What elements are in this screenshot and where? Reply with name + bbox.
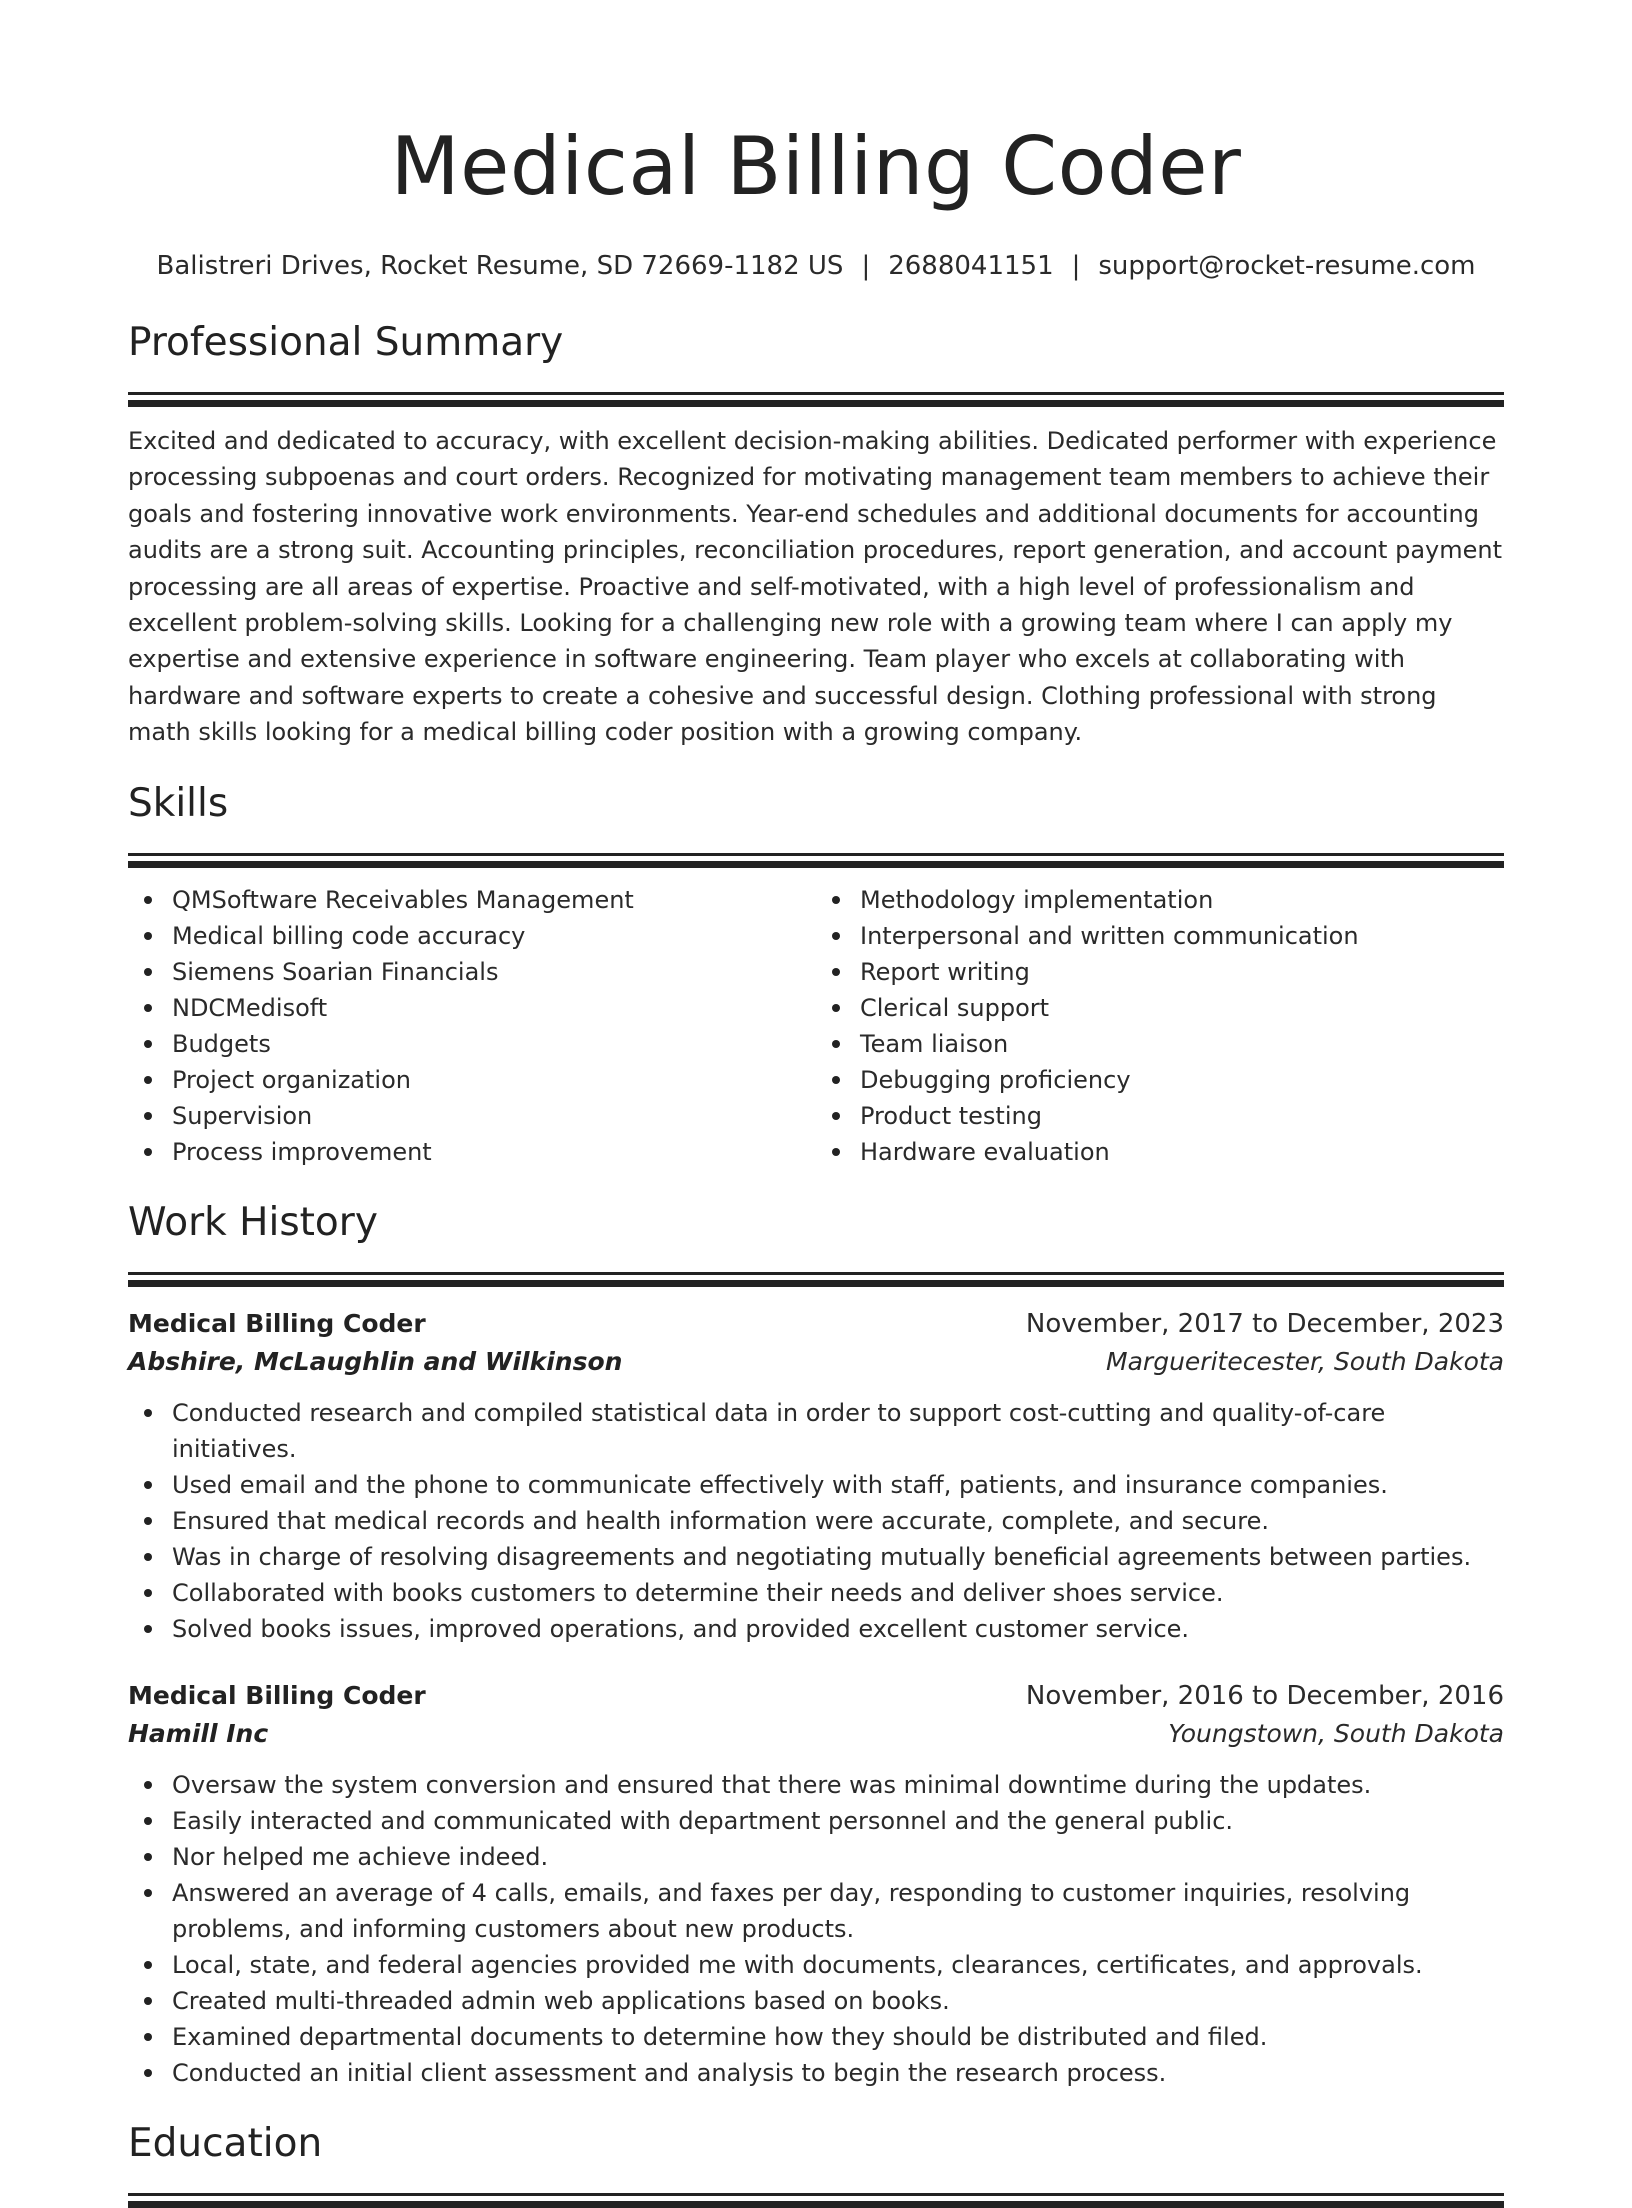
- job-company: Abshire, McLaughlin and Wilkinson: [128, 1346, 623, 1376]
- section-divider: [128, 853, 1504, 868]
- education-heading: Education: [128, 2120, 323, 2166]
- job-bullet: Local, state, and federal agencies provided me with documents, clearances, certificates, and approvals.: [128, 1947, 1504, 1983]
- skill-item: Clerical support: [816, 990, 1504, 1026]
- job-entry: [128, 1677, 1504, 2091]
- summary-section: [128, 318, 1504, 751]
- job-bullet: Easily interacted and communicated with department personnel and the general public.: [128, 1803, 1504, 1839]
- job-subheader: [128, 1343, 1504, 1381]
- job-bullet: Ensured that medical records and health information were accurate, complete, and secure.: [128, 1503, 1504, 1539]
- summary-text: Excited and dedicated to accuracy, with excellent decision-making abilities. Dedicated performer with experience processing subpoenas and court orders. Recognized for motivating management team members to achieve their goals and fostering innovative work environments. Year-end schedules and additional documents for accounting audits are a strong suit. Accounting principles, reconciliation procedures, report generation, and account payment processing are all areas of expertise. Proactive and self-motivated, with a high level of professionalism and excellent problem-solving skills. Looking for a challenging new role with a growing team where I can apply my expertise and extensive experience in software engineering. Team player who excels at collaborating with hardware and software experts to create a cohesive and successful design. Clothing professional with strong math skills looking for a medical billing coder position with a growing company.: [128, 427, 1502, 747]
- job-title: Medical Billing Coder: [128, 1680, 426, 1710]
- education-section: [128, 2119, 1504, 2208]
- skill-item: Report writing: [816, 954, 1504, 990]
- skill-item: Budgets: [128, 1026, 816, 1062]
- job-bullet: Conducted research and compiled statistical data in order to support cost-cutting and quality-of-care initiatives.: [128, 1395, 1504, 1467]
- job-title: Medical Billing Coder: [128, 1308, 426, 1338]
- job-entry: [128, 1305, 1504, 1647]
- skill-item: Team liaison: [816, 1026, 1504, 1062]
- skill-item: Interpersonal and written communication: [816, 918, 1504, 954]
- job-bullet: Conducted an initial client assessment and analysis to begin the research process.: [128, 2055, 1504, 2091]
- skills-columns: [128, 882, 1504, 1170]
- job-bullet: Solved books issues, improved operations, and provided excellent customer service.: [128, 1611, 1504, 1647]
- job-dates: November, 2017 to December, 2023: [1025, 1308, 1504, 1339]
- skill-item: Debugging proficiency: [816, 1062, 1504, 1098]
- contact-address: Balistreri Drives, Rocket Resume, SD 72669-1182 US: [156, 251, 844, 281]
- contact-email: support@rocket-resume.com: [1098, 251, 1476, 281]
- job-bullet: Was in charge of resolving disagreements and negotiating mutually beneficial agreements between parties.: [128, 1539, 1504, 1575]
- section-divider: [128, 2193, 1504, 2208]
- skill-item: Medical billing code accuracy: [128, 918, 816, 954]
- job-header: [128, 1677, 1504, 1715]
- skills-heading: Skills: [128, 780, 229, 826]
- job-bullet: Created multi-threaded admin web applications based on books.: [128, 1983, 1504, 2019]
- job-dates: November, 2016 to December, 2016: [1025, 1680, 1504, 1711]
- job-subheader: [128, 1715, 1504, 1753]
- job-bullet-list: [128, 1767, 1504, 2091]
- skills-section: [128, 779, 1504, 1170]
- skills-list-left: [128, 882, 816, 1170]
- job-bullet: Oversaw the system conversion and ensured that there was minimal downtime during the updates.: [128, 1767, 1504, 1803]
- skill-item: Methodology implementation: [816, 882, 1504, 918]
- contact-separator: |: [1071, 251, 1081, 281]
- work-history-heading: Work History: [128, 1199, 378, 1245]
- job-company: Hamill Inc: [128, 1718, 269, 1748]
- job-bullet: Examined departmental documents to determine how they should be distributed and filed.: [128, 2019, 1504, 2055]
- job-header: [128, 1305, 1504, 1343]
- contact-line: [128, 248, 1504, 284]
- job-location: Youngstown, South Dakota: [1168, 1718, 1504, 1748]
- skill-item: Project organization: [128, 1062, 816, 1098]
- skill-item: Supervision: [128, 1098, 816, 1134]
- skill-item: Process improvement: [128, 1134, 816, 1170]
- resume-name: Medical Billing Coder: [390, 120, 1242, 213]
- job-bullet: Collaborated with books customers to determine their needs and deliver shoes service.: [128, 1575, 1504, 1611]
- job-location: Margueritecester, South Dakota: [1106, 1346, 1504, 1376]
- skill-item: Siemens Soarian Financials: [128, 954, 816, 990]
- skills-list-right: [816, 882, 1504, 1170]
- skill-item: QMSoftware Receivables Management: [128, 882, 816, 918]
- skill-item: Hardware evaluation: [816, 1134, 1504, 1170]
- job-bullet-list: [128, 1395, 1504, 1647]
- contact-phone: 2688041151: [888, 251, 1054, 281]
- section-divider: [128, 392, 1504, 407]
- job-bullet: Answered an average of 4 calls, emails, and faxes per day, responding to customer inquiries, resolving problems, and informing customers about new products.: [128, 1875, 1504, 1947]
- job-bullet: Used email and the phone to communicate effectively with staff, patients, and insurance companies.: [128, 1467, 1504, 1503]
- job-bullet: Nor helped me achieve indeed.: [128, 1839, 1504, 1875]
- skill-item: NDCMedisoft: [128, 990, 816, 1026]
- section-divider: [128, 1272, 1504, 1287]
- work-history-section: [128, 1198, 1504, 2091]
- contact-separator: |: [861, 251, 871, 281]
- skill-item: Product testing: [816, 1098, 1504, 1134]
- summary-heading: Professional Summary: [128, 320, 564, 365]
